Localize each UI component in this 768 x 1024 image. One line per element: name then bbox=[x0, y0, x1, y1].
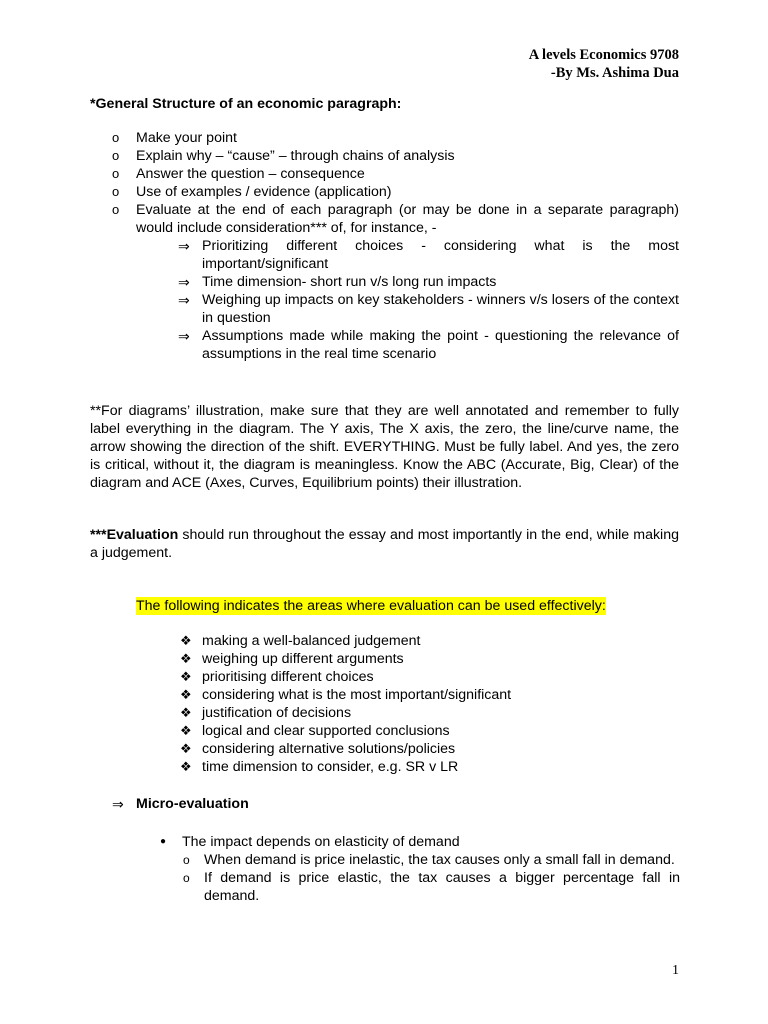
list-item: ❖ justification of decisions bbox=[180, 705, 352, 721]
circle-bullet-icon: o bbox=[112, 130, 120, 145]
considerations-list bbox=[178, 237, 679, 363]
circle-bullet-icon: o bbox=[112, 184, 120, 199]
list-item: o If demand is price elastic, the tax causes a bigger percentage fall in demand. bbox=[183, 870, 680, 904]
evaluation-areas-list bbox=[180, 632, 680, 776]
micro-evaluation-heading: ⇒ Micro-evaluation bbox=[112, 796, 249, 812]
list-item: ❖ considering what is the most important/significant bbox=[180, 687, 512, 703]
list-item: o Use of examples / evidence (application) bbox=[90, 183, 679, 201]
page-number: 1 bbox=[672, 963, 679, 978]
document-header bbox=[529, 46, 679, 82]
list-item: o Evaluate at the end of each paragraph (or may be done in a separate paragraph) would include consideration*** of, for instance, - bbox=[90, 201, 679, 237]
list-item: o Answer the question – consequence bbox=[90, 165, 679, 183]
implies-arrow-icon: ⇒ bbox=[112, 796, 124, 812]
implies-arrow-icon: ⇒ bbox=[178, 274, 190, 290]
circle-bullet-icon: o bbox=[112, 202, 120, 217]
list-item: ❖ time dimension to consider, e.g. SR v LR bbox=[180, 759, 459, 775]
circle-bullet-icon: o bbox=[112, 148, 120, 163]
section-title: *General Structure of an economic paragraph: bbox=[90, 96, 402, 112]
evaluation-note-paragraph: ***Evaluation should run throughout the essay and most importantly in the end, while making a judgement. bbox=[90, 527, 679, 561]
implies-arrow-icon: ⇒ bbox=[178, 238, 190, 254]
course-title: A levels Economics 9708 bbox=[528, 47, 679, 63]
diagram-note-paragraph: **For diagrams’ illustration, make sure that they are well annotated and remember to fully label everything in the diagram. The Y axis, The X axis, the zero, the line/curve name, the arrow showing the direction of the shift. EVERYTHING. Must be fully label. And yes, the zero is critical, without it, the diagram is meaningless. Know the ABC (Accurate, Big, Clear) of the diagram and ACE (Axes, Curves, Equilibrium points) their illustration. bbox=[90, 403, 679, 491]
list-item: ❖ making a well-balanced judgement bbox=[180, 633, 421, 649]
list-item: ⇒ Time dimension- short run v/s long run impacts bbox=[178, 274, 497, 290]
implies-arrow-icon: ⇒ bbox=[178, 328, 190, 344]
diamond-bullet-icon: ❖ bbox=[180, 633, 192, 648]
list-item: ⇒ Assumptions made while making the point - questioning the relevance of assumptions in the real time scenario bbox=[178, 328, 679, 362]
list-item: ⇒ Prioritizing different choices - considering what is the most important/significant bbox=[178, 238, 679, 272]
diamond-bullet-icon: ❖ bbox=[180, 741, 192, 756]
circle-bullet-icon: o bbox=[183, 871, 190, 885]
list-item: ❖ logical and clear supported conclusions bbox=[180, 723, 450, 739]
diamond-bullet-icon: ❖ bbox=[180, 723, 192, 738]
list-item: ❖ prioritising different choices bbox=[180, 669, 374, 685]
list-item: ❖ considering alternative solutions/policies bbox=[180, 741, 456, 757]
list-item: ● The impact depends on elasticity of demand bbox=[160, 834, 460, 850]
diamond-bullet-icon: ❖ bbox=[180, 687, 192, 702]
diamond-bullet-icon: ❖ bbox=[180, 651, 192, 666]
list-item: ❖ weighing up different arguments bbox=[180, 651, 404, 667]
structure-list bbox=[90, 129, 679, 363]
impact-list bbox=[160, 833, 680, 905]
dot-bullet-icon: ● bbox=[160, 836, 167, 847]
list-item: ⇒ Weighing up impacts on key stakeholders - winners v/s losers of the context in question bbox=[178, 292, 679, 326]
list-item: o When demand is price inelastic, the tax causes only a small fall in demand. bbox=[183, 852, 675, 868]
circle-bullet-icon: o bbox=[112, 166, 120, 181]
implies-arrow-icon: ⇒ bbox=[178, 292, 190, 308]
author-line: -By Ms. Ashima Dua bbox=[550, 65, 679, 81]
list-item: o Make your point bbox=[90, 129, 679, 147]
circle-bullet-icon: o bbox=[183, 853, 190, 867]
highlighted-intro: The following indicates the areas where evaluation can be used effectively: bbox=[136, 598, 606, 614]
list-item: o Explain why – “cause” – through chains of analysis bbox=[90, 147, 679, 165]
diamond-bullet-icon: ❖ bbox=[180, 669, 192, 684]
diamond-bullet-icon: ❖ bbox=[180, 759, 192, 774]
diamond-bullet-icon: ❖ bbox=[180, 705, 192, 720]
evaluation-keyword: ***Evaluation bbox=[90, 527, 179, 543]
